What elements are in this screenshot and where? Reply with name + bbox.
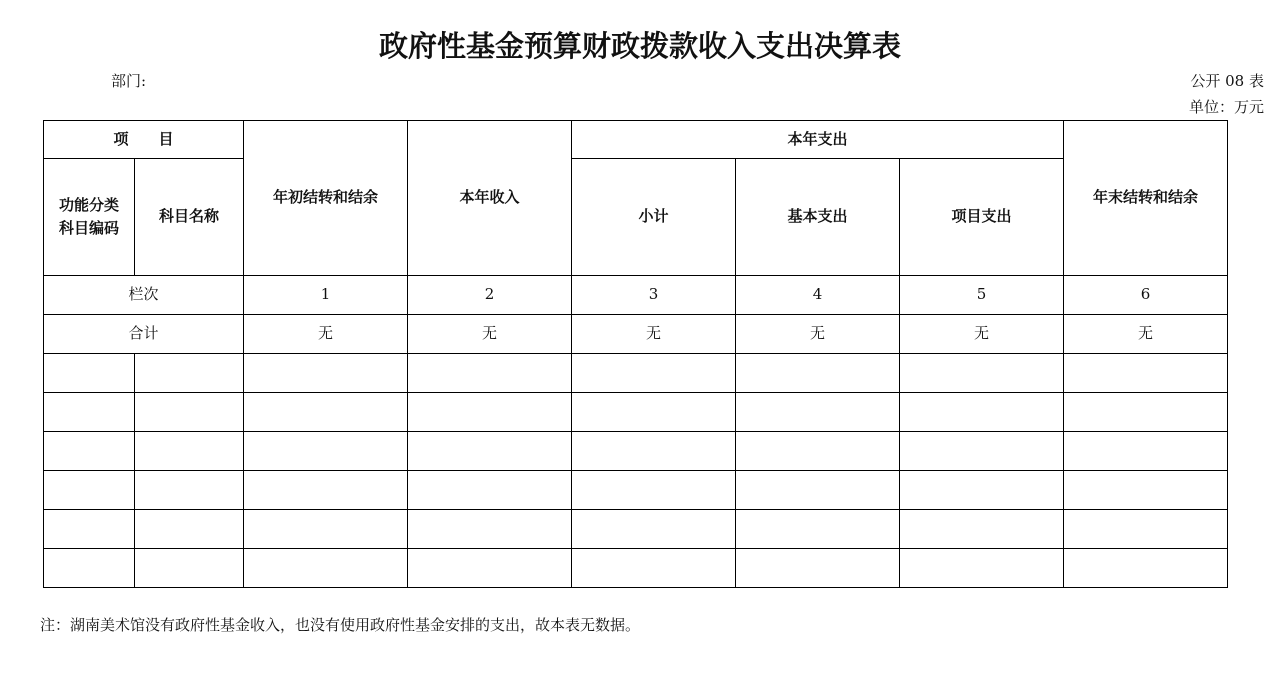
empty-cell [736, 510, 900, 549]
empty-cell [244, 354, 408, 393]
department-label: 部门: [111, 72, 147, 90]
empty-cell [572, 510, 736, 549]
empty-cell [1064, 393, 1228, 432]
column-index-cell: 1 [244, 276, 408, 315]
empty-cell [572, 471, 736, 510]
total-cell: 无 [900, 315, 1064, 354]
empty-cell [408, 549, 572, 588]
empty-cell [900, 510, 1064, 549]
empty-cell [736, 354, 900, 393]
column-index-cell: 2 [408, 276, 572, 315]
header-item: 项 目 [44, 121, 244, 159]
header-basic-expense: 基本支出 [736, 159, 900, 276]
empty-row [44, 354, 1228, 393]
empty-cell [900, 471, 1064, 510]
empty-cell [244, 432, 408, 471]
empty-cell [44, 471, 135, 510]
column-index-label: 栏次 [44, 276, 244, 315]
empty-cell [900, 354, 1064, 393]
empty-cell [572, 549, 736, 588]
empty-cell [408, 432, 572, 471]
column-index-cell: 4 [736, 276, 900, 315]
empty-row [44, 471, 1228, 510]
total-row [44, 315, 1228, 354]
empty-row [44, 393, 1228, 432]
empty-cell [44, 354, 135, 393]
empty-cell [244, 549, 408, 588]
column-index-cell: 3 [572, 276, 736, 315]
empty-cell [900, 432, 1064, 471]
empty-cell [44, 432, 135, 471]
empty-cell [900, 549, 1064, 588]
empty-cell [408, 393, 572, 432]
empty-cell [736, 471, 900, 510]
empty-cell [736, 393, 900, 432]
header-subtotal: 小计 [572, 159, 736, 276]
column-index-cell: 6 [1064, 276, 1228, 315]
total-cell: 无 [244, 315, 408, 354]
empty-cell [244, 471, 408, 510]
empty-cell [408, 510, 572, 549]
header-opening-balance: 年初结转和结余 [244, 121, 408, 276]
empty-cell [1064, 510, 1228, 549]
footnote: 注：湖南美术馆没有政府性基金收入，也没有使用政府性基金安排的支出，故本表无数据。 [40, 616, 641, 634]
empty-cell [244, 510, 408, 549]
empty-cell [408, 471, 572, 510]
empty-cell [900, 393, 1064, 432]
total-label: 合计 [44, 315, 244, 354]
empty-row [44, 432, 1228, 471]
column-index-row [44, 276, 1228, 315]
empty-cell [135, 471, 244, 510]
empty-cell [44, 393, 135, 432]
header-project-expense: 项目支出 [900, 159, 1064, 276]
page-title: 政府性基金预算财政拨款收入支出决算表 [378, 29, 901, 63]
empty-cell [1064, 549, 1228, 588]
budget-table [43, 120, 1228, 588]
total-cell: 无 [572, 315, 736, 354]
empty-cell [572, 393, 736, 432]
empty-cell [135, 393, 244, 432]
empty-cell [135, 510, 244, 549]
form-number: 公开 08 表 [1190, 72, 1264, 90]
header-annual-expense: 本年支出 [572, 121, 1064, 159]
header-closing-balance: 年末结转和结余 [1064, 121, 1228, 276]
header-subject-name: 科目名称 [135, 159, 244, 276]
empty-cell [135, 432, 244, 471]
empty-cell [572, 432, 736, 471]
total-cell: 无 [408, 315, 572, 354]
total-cell: 无 [736, 315, 900, 354]
empty-row [44, 549, 1228, 588]
empty-cell [1064, 471, 1228, 510]
empty-cell [135, 354, 244, 393]
column-index-cell: 5 [900, 276, 1064, 315]
empty-cell [1064, 432, 1228, 471]
header-row-2 [44, 159, 1228, 276]
empty-cell [244, 393, 408, 432]
empty-cell [1064, 354, 1228, 393]
header-row-1 [44, 121, 1228, 159]
empty-cell [736, 432, 900, 471]
empty-row [44, 510, 1228, 549]
empty-cell [408, 354, 572, 393]
empty-cell [44, 549, 135, 588]
empty-cell [736, 549, 900, 588]
total-cell: 无 [1064, 315, 1228, 354]
header-func-code: 功能分类科目编码 [44, 159, 135, 276]
unit-label: 单位：万元 [1188, 98, 1264, 116]
empty-cell [44, 510, 135, 549]
empty-cell [572, 354, 736, 393]
empty-cell [135, 549, 244, 588]
header-annual-income: 本年收入 [408, 121, 572, 276]
